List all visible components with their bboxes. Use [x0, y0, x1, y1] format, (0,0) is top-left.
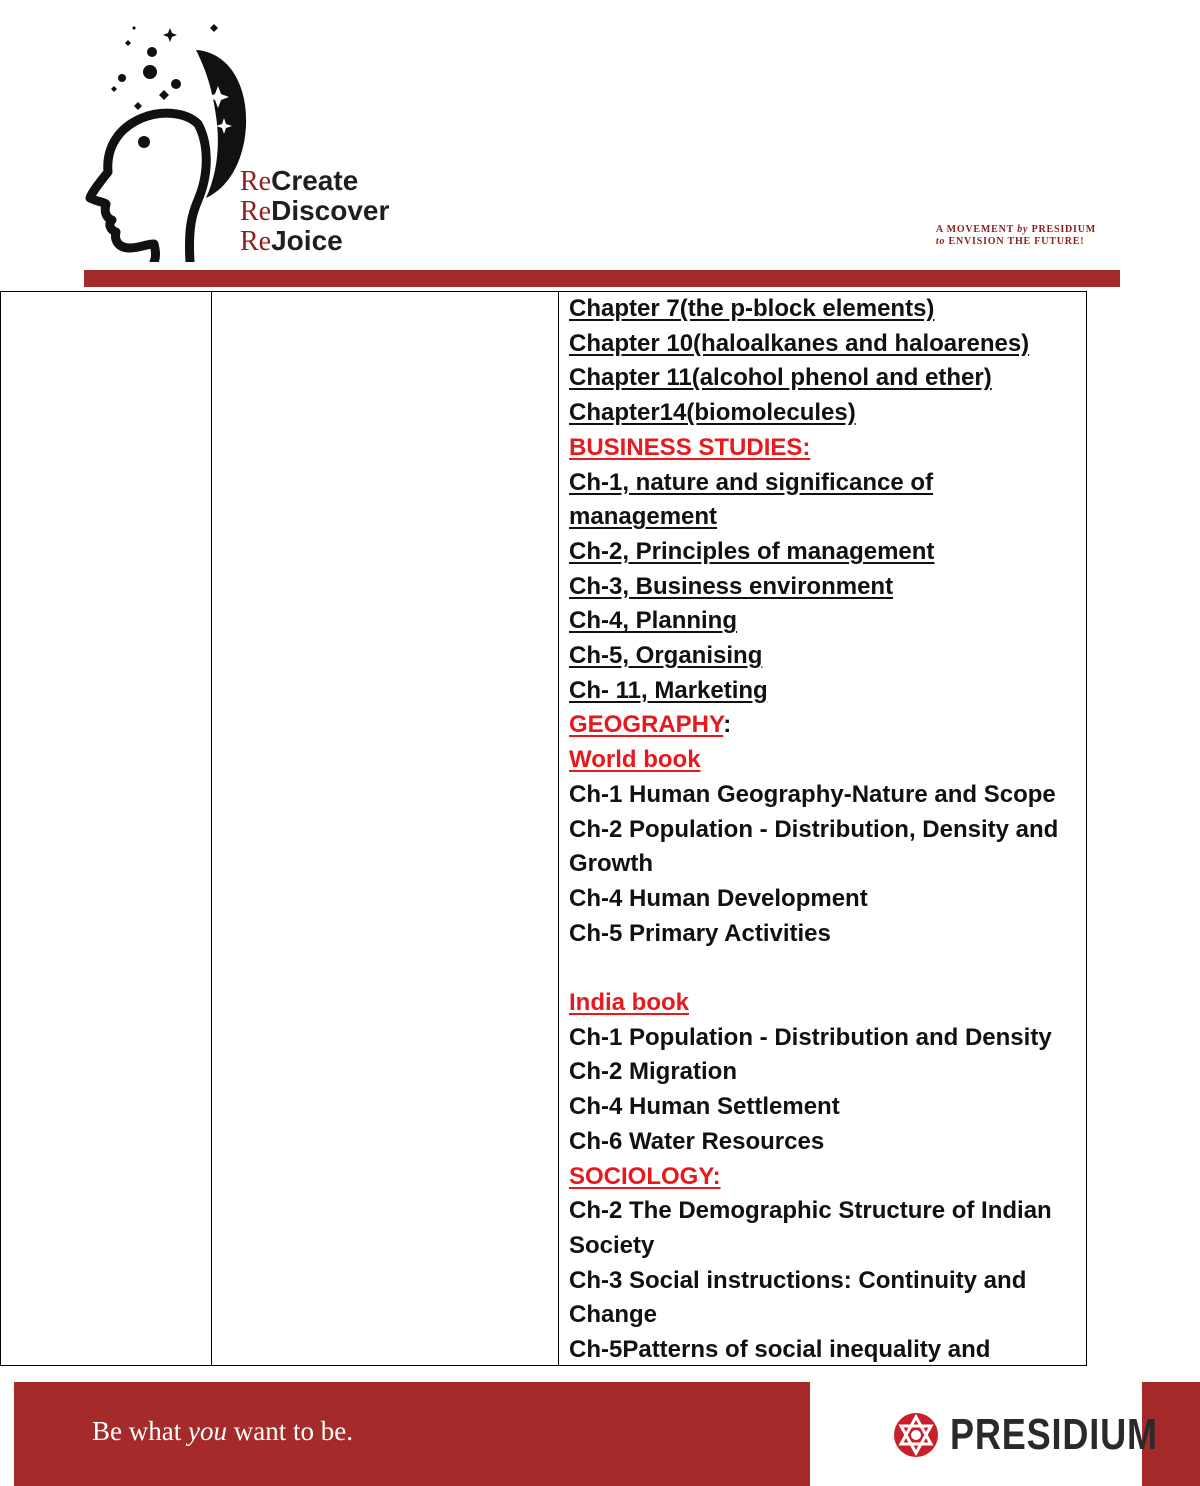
footer-brand-panel — [810, 1382, 1158, 1486]
page-header — [68, 22, 1134, 290]
list-item: Ch-6 Water Resources — [569, 1127, 825, 1155]
brand-logo — [892, 1410, 1200, 1460]
book-heading: India book — [569, 989, 689, 1017]
table-column-divider — [211, 292, 212, 1365]
list-item: Ch-5Patterns of social inequality and — [569, 1336, 991, 1364]
list-item: Chapter 11(alcohol phenol and ether) — [569, 364, 992, 392]
list-item: Ch-2 The Demographic Structure of Indian — [569, 1197, 1052, 1225]
list-item: Ch-1 Population - Distribution and Density — [569, 1023, 1052, 1051]
table-column-divider — [558, 292, 559, 1365]
tagline-line: ReCreate — [240, 165, 359, 197]
head-stars-logo-icon — [78, 22, 248, 262]
list-item: management — [569, 503, 718, 531]
subject-heading: SOCIOLOGY: — [569, 1162, 721, 1190]
list-item: Chapter14(biomolecules) — [569, 399, 856, 427]
list-item: Ch-4 Human Development — [569, 884, 868, 912]
list-item: Change — [569, 1301, 658, 1329]
movement-text: A MOVEMENT by PRESIDIUM to ENVISION THE FUTURE! — [935, 224, 1096, 247]
header-divider-bar — [84, 270, 1120, 287]
list-item: Chapter 7(the p-block elements) — [569, 295, 935, 322]
subject-heading-line: GEOGRAPHY: — [569, 711, 732, 739]
list-item: Ch-5, Organising — [569, 642, 763, 670]
book-heading: World book — [569, 746, 701, 774]
list-item: Ch-2 Migration — [569, 1058, 737, 1086]
list-item: Ch-5 Primary Activities — [569, 919, 831, 947]
list-item: Society — [569, 1231, 655, 1259]
list-item: Ch-4 Human Settlement — [569, 1093, 840, 1121]
list-item: Ch-2, Principles of management — [569, 537, 935, 565]
subject-heading: BUSINESS STUDIES: — [569, 433, 811, 461]
list-item: Ch-1 Human Geography-Nature and Scope — [569, 780, 1056, 808]
list-item: Ch-2 Population - Distribution, Density and — [569, 815, 1059, 843]
list-item: Ch- 11, Marketing — [569, 676, 768, 704]
page-footer — [14, 1382, 1200, 1486]
list-item: Ch-3, Business environment — [569, 572, 894, 600]
tagline-line: ReJoice — [240, 225, 343, 257]
blank-line — [569, 951, 1081, 986]
subject-heading: GEOGRAPHY — [569, 711, 724, 739]
list-item: Chapter 10(haloalkanes and haloarenes) — [569, 329, 1030, 357]
syllabus-cell — [569, 292, 1081, 1368]
presidium-star-icon — [892, 1411, 940, 1459]
brand-name: PRESIDIUM — [950, 1410, 1158, 1459]
list-item: Ch-4, Planning — [569, 607, 737, 635]
list-item: Ch-1, nature and significance of — [569, 468, 934, 496]
list-item: Ch-3 Social instructions: Continuity and — [569, 1266, 1027, 1294]
list-item: Growth — [569, 850, 653, 878]
tagline — [240, 166, 389, 256]
footer-slogan: Be what you want to be. — [92, 1416, 353, 1446]
tagline-line: ReDiscover — [240, 195, 390, 227]
